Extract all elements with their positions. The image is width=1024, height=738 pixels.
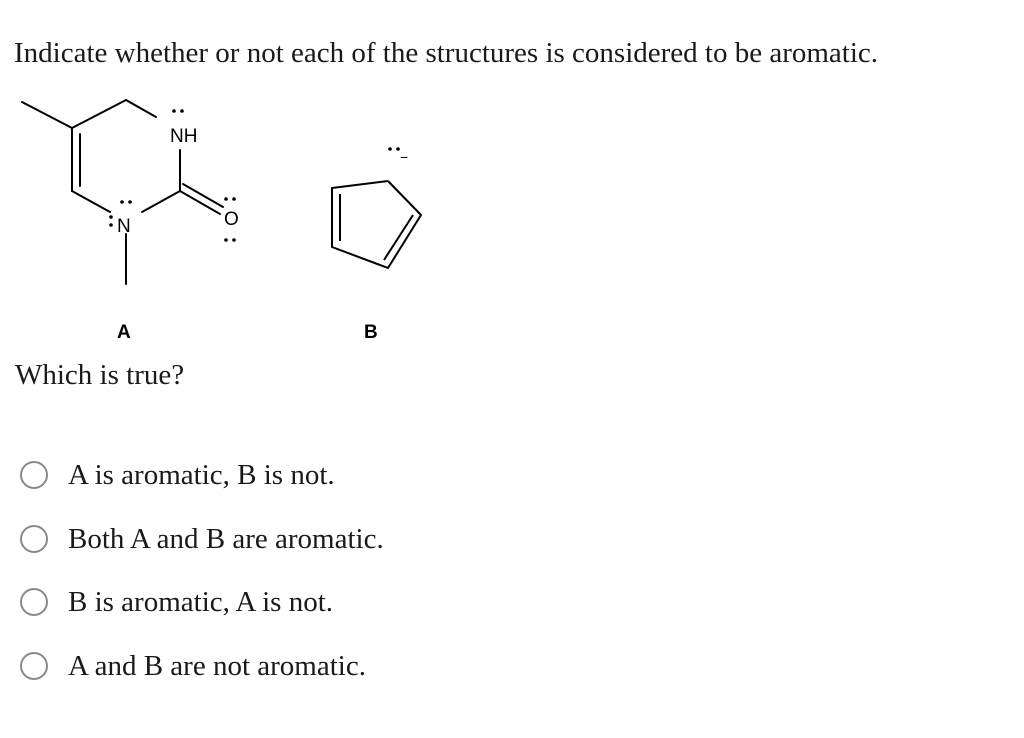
ring-bond-n-c: [72, 191, 110, 212]
question-prompt: Indicate whether or not each of the structures is considered to be aromatic.: [14, 37, 879, 69]
radio-button[interactable]: [20, 588, 48, 616]
atom-o-label: O: [224, 209, 239, 230]
structures-figure: [0, 80, 460, 350]
structures-svg: [0, 80, 460, 350]
radio-button[interactable]: [20, 525, 48, 553]
option-neither-aromatic[interactable]: [20, 637, 384, 701]
charge-label: −: [400, 149, 409, 165]
ring-bond-ch-nh: [126, 100, 156, 117]
radio-button[interactable]: [20, 652, 48, 680]
option-a-aromatic-b-not[interactable]: [20, 446, 384, 510]
answer-options: [20, 446, 384, 700]
ring-bond-c-n: [142, 191, 180, 212]
option-b-aromatic-a-not[interactable]: [20, 573, 384, 637]
atom-nh-label: NH: [170, 126, 198, 147]
structure-a-label: A: [117, 322, 131, 343]
radio-button[interactable]: [20, 461, 48, 489]
option-label: A and B are not aromatic.: [68, 649, 366, 682]
option-both-aromatic[interactable]: [20, 510, 384, 574]
atom-n-label: N: [117, 216, 131, 237]
option-label: A is aromatic, B is not.: [68, 459, 335, 491]
ring-bond-top: [72, 100, 126, 128]
ring-b-double-bond-right: [384, 215, 413, 260]
option-label: Both A and B are aromatic.: [68, 522, 384, 555]
option-label: B is aromatic, A is not.: [68, 586, 334, 618]
structure-b-label: B: [364, 322, 378, 343]
methyl-bond: [22, 102, 72, 128]
structure-b: [332, 181, 421, 268]
sub-question: Which is true?: [15, 359, 185, 391]
carbanion-lone-pair: [388, 147, 400, 151]
